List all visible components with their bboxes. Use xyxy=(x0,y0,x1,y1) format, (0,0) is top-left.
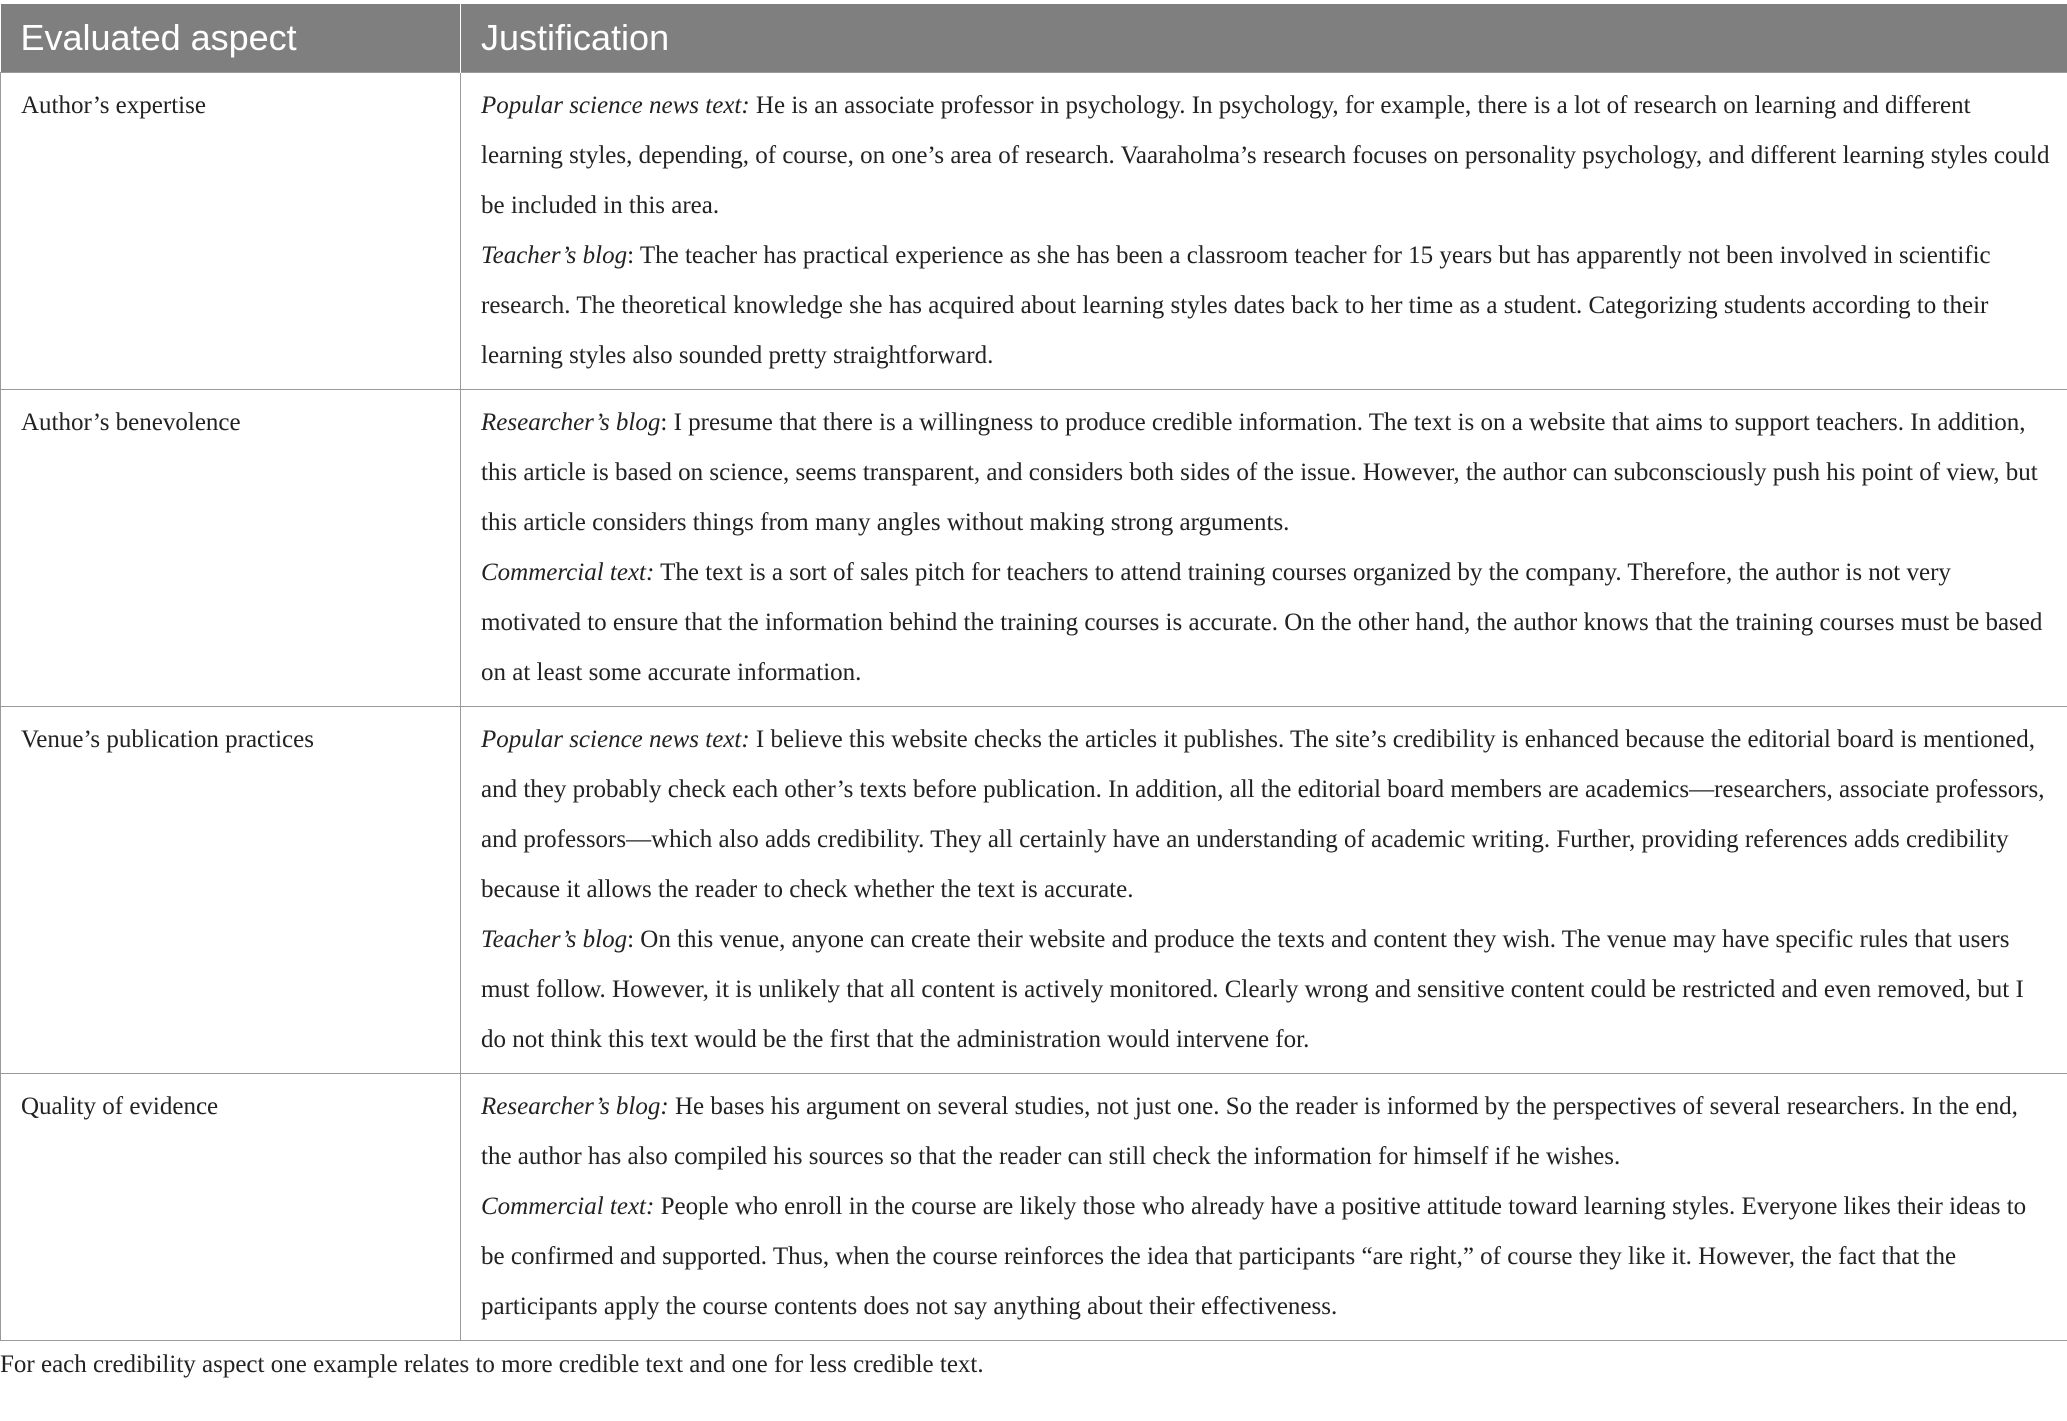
table-row xyxy=(1,1074,2067,1341)
aspect-cell: Venue’s publication practices xyxy=(1,707,461,1074)
credibility-table xyxy=(0,4,2067,1341)
justification-text: The text is a sort of sales pitch for teachers to attend training courses organized by the company. Therefore, the author is not very motivated to ensure that the information behind the training courses is accurate. On the other hand, the author knows that the training courses must be based on at least some accurate information. xyxy=(481,559,2043,686)
source-label: Commercial text: xyxy=(481,559,655,586)
justification-text: People who enroll in the course are likely those who already have a positive attitude toward learning styles. Everyone likes their ideas to be confirmed and supported. Thus, when the course reinforces the idea that participants “are right,” of course they like it. However, the fact that the participants apply the course contents does not say anything about their effectiveness. xyxy=(481,1193,2027,1320)
justification-paragraph xyxy=(481,548,2051,698)
source-label: Popular science news text: xyxy=(481,726,750,753)
table-body xyxy=(1,73,2067,1341)
column-header-justification: Justification xyxy=(461,4,2067,73)
justification-paragraph xyxy=(481,1182,2051,1332)
justification-paragraph xyxy=(481,81,2051,231)
justification-paragraph xyxy=(481,398,2051,548)
justification-cell xyxy=(461,390,2067,707)
source-label: Teacher’s blog xyxy=(481,242,628,269)
table-row xyxy=(1,390,2067,707)
justification-text: He bases his argument on several studies, not just one. So the reader is informed by the perspectives of several researchers. In the end, the author has also compiled his sources so that the reader can still check the information for himself if he wishes. xyxy=(481,1093,2018,1170)
justification-cell xyxy=(461,1074,2067,1341)
justification-cell xyxy=(461,73,2067,390)
aspect-cell: Quality of evidence xyxy=(1,1074,461,1341)
justification-paragraph xyxy=(481,1082,2051,1182)
aspect-cell: Author’s benevolence xyxy=(1,390,461,707)
justification-text: He is an associate professor in psychology. In psychology, for example, there is a lot of research on learning and different learning styles, depending, of course, on one’s area of research. Vaaraholma’s research focuses on personality psychology, and different learning styles could be included in this area. xyxy=(481,92,2050,219)
source-label: Researcher’s blog: xyxy=(481,1093,669,1120)
justification-cell xyxy=(461,707,2067,1074)
column-header-evaluated-aspect: Evaluated aspect xyxy=(1,4,461,73)
justification-text: : On this venue, anyone can create their website and produce the texts and content they wish. The venue may have specific rules that users must follow. However, it is unlikely that all content is actively monitored. Clearly wrong and sensitive content could be restricted and even removed, but I do not think this text would be the first that the administration would intervene for. xyxy=(481,926,2024,1053)
table-footnote: For each credibility aspect one example relates to more credible text and one for less credible text. xyxy=(0,1351,984,1378)
table-header xyxy=(1,4,2067,73)
justification-text: I believe this website checks the articles it publishes. The site’s credibility is enhanced because the editorial board is mentioned, and they probably check each other’s texts before publication. In addition, all the editorial board members are academics—researchers, associate professors, and professors—which also adds credibility. They all certainly have an understanding of academic writing. Further, providing references adds credibility because it allows the reader to check whether the text is accurate. xyxy=(481,726,2045,903)
justification-paragraph xyxy=(481,915,2051,1065)
source-label: Commercial text: xyxy=(481,1193,655,1220)
source-label: Popular science news text: xyxy=(481,92,750,119)
table-row xyxy=(1,73,2067,390)
justification-paragraph xyxy=(481,231,2051,381)
source-label: Researcher’s blog xyxy=(481,409,661,436)
header-row xyxy=(1,4,2067,73)
justification-text: : I presume that there is a willingness to produce credible information. The text is on a website that aims to support teachers. In addition, this article is based on science, seems transparent, and considers both sides of the issue. However, the author can subconsciously push his point of view, but this article considers things from many angles without making strong arguments. xyxy=(481,409,2038,536)
credibility-table-container xyxy=(0,4,2067,1341)
justification-text: : The teacher has practical experience as she has been a classroom teacher for 15 years but has apparently not been involved in scientific research. The theoretical knowledge she has acquired about learning styles dates back to her time as a student. Categorizing students according to their learning styles also sounded pretty straightforward. xyxy=(481,242,1991,369)
justification-paragraph xyxy=(481,715,2051,915)
table-row xyxy=(1,707,2067,1074)
source-label: Teacher’s blog xyxy=(481,926,628,953)
aspect-cell: Author’s expertise xyxy=(1,73,461,390)
